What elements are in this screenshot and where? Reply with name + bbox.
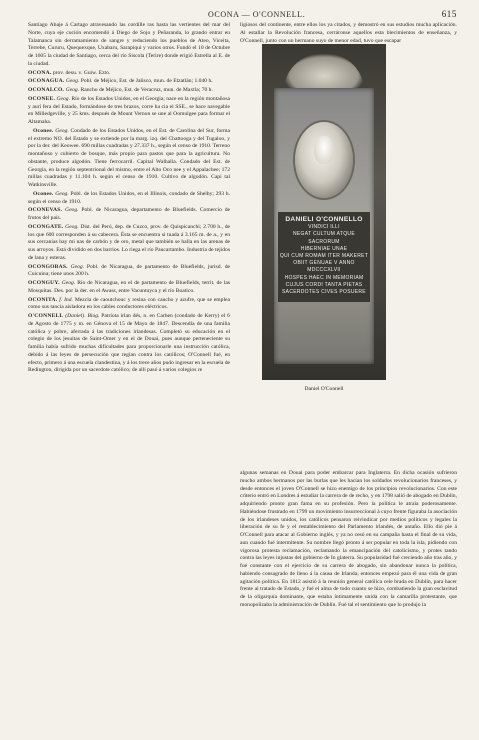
entry-label: Geog.	[56, 95, 70, 102]
entry-text: Dist. del Perú, dep. de Cuzco, prov. de Quispicanchi; 2.700 h., de los que 600 corresponden á su cabecera. Ésta se encuentra si tuada á 3.165 m. de a., y en sus cercanías hay mi nas de carbón y de oro, metal que también se halla en las arenas de sus arroyos. Está dividido en dos barrios. Lo riega el río Paucartambo. Industria de tejidos de lana y esteras.	[28, 223, 230, 261]
left-column	[28, 22, 230, 730]
dictionary-entry	[28, 297, 230, 313]
right-column-bottom	[240, 470, 457, 730]
entry-label: Geog.	[61, 280, 76, 286]
page-number: 615	[441, 9, 457, 19]
inscription-line: SACERDOTES CIVES POSUERE	[282, 289, 366, 296]
page-header	[28, 8, 457, 22]
dictionary-entry	[28, 70, 230, 78]
plaque-inscription	[278, 212, 370, 302]
inscription-line: HIBERNIAE UNAE	[300, 245, 348, 252]
entry-text: Mezcla de caoutchouc y resina con caucho y azufre, que se emplea como sus tancia aisladora en los cables conductores eléctricos.	[28, 296, 230, 311]
entry-headword: OCONEE.	[28, 95, 56, 102]
entry-label: (Daniel). Biog.	[65, 313, 100, 319]
dictionary-entry	[28, 313, 230, 375]
entry-label: Geog.	[65, 87, 80, 93]
inscription-line: CUJUS CORDI TANTA PIETAS	[285, 281, 363, 288]
entry-headword: Oconee.	[33, 127, 54, 134]
inscription-title: DANIELI O'CONNELLO	[285, 216, 363, 223]
dictionary-entry	[28, 78, 230, 86]
entry-label: Geog.	[55, 127, 69, 134]
entry-headword: O'CONNELL	[28, 313, 64, 319]
dictionary-entry	[28, 191, 230, 207]
entry-label: Geog.	[55, 190, 69, 197]
entry-headword: OCONEVAS.	[28, 207, 63, 214]
photo-caption: Daniel O'Connell	[304, 386, 344, 392]
entry-label: Geog.	[70, 263, 85, 270]
dictionary-entry	[28, 264, 230, 280]
entry-text: Rancho de Méjico, Est. de Veracruz, mun. de Maxtla; 70 h.	[79, 87, 213, 93]
inscription-line: VINDICI ILLI	[308, 224, 340, 231]
dictionary-entry	[28, 280, 230, 296]
entry-headword: Oconee.	[33, 190, 54, 197]
entry-headword: OCONGOBAS.	[28, 263, 68, 270]
paragraph: Santiago Abaje á Cartago atravesando las cordille ras hasta las vertientes del mar del Norte, cuya eje cución encomendó á Diego de Sojo y Peñaranda, lo grando entrar en Talamanca sin derramamiento de sangre y reduciendo los pueblos de Ateo, Viceita, Terrebe, Cururu, Quequexque, Uxabaru, Sarapiqui y varios otros. Fundó el 10 de Octubre de 1605 la ciudad de Santiago, cerca del río Siscola (Terire) donde erigió Estrella al E. de la ciudad.	[28, 22, 230, 67]
entry-text: Pobl. de Nicaragua, de partamento de Bluefields, jurisd. de Cuicuina; tiene unos 200 h.	[28, 263, 230, 278]
entry-headword: OCONA.	[28, 69, 52, 76]
dictionary-entry	[28, 128, 230, 190]
running-title: OCONA — O'CONNELL.	[208, 10, 306, 19]
portrait-plaque-photo	[262, 44, 386, 380]
entry-text: prov. desu. v. Guiw. Ezto.	[51, 69, 111, 76]
entry-headword: OCONGUY.	[28, 280, 60, 286]
inscription-line: HOSPES HAEC IN MEMORIAM	[284, 274, 364, 281]
entry-text: Patriota irlan dés, n. en Carhen (condado de Kerry) el 6 de Agosto de 1775 y m. en Génova el 15 de Mayo de 1847. Descendía de una familia católica y pobre, aferrada á las tradiciones irlandesas. Completó su educación en el colegio de los jesuitas de Saint-Omer y en el de Douai, pues aunque perteneciente su familia había sufrido muchas dificultades para proporcionarle una instrucción católica, debido á las leyes de persecución que regían contra los católicos; O'Connell fué, en efecto, primero á una escuela clandestina, y á los trece años pudo ingresar en la escuela de Redington, dirigida por un sacerdote católico; de allí pasó á varios colegios re	[28, 313, 230, 374]
portrait-face	[314, 136, 334, 164]
entry-label: Geog.	[65, 207, 79, 214]
entry-text: Pobl. de Nicaragua, departamento de Bluefields. Comercio de frutos del país.	[28, 207, 230, 221]
entry-text: Pobl. de Méjico, Est. de Jalisco, mun. de Etzatlán; 1.040 h.	[79, 78, 213, 85]
entry-headword: OCONITA.	[28, 296, 58, 303]
entry-text: Condado de los Estados Unidos, en el Est. de Carolina del Sur, forma el extremo NO. del Estado y se extiende por la marg. izq. del Chattooga y del Tugaloo, y por la der. del Keowee. 690 millas cuadradas y 27.337 h., según el censo de 1910. Terreno montañoso y cubierto de bosque, más propio para pastos que para la agricultura. No obstante, produce algodón. Tiene ferrocarril. Capital Walhalla. Condado del Est. de Georgia, en la región septentrional del mismo, entre el Alto Oco nee y el Appalachee; 172 millas cuadradas y 11.104 h. según el censo de 1910. Cultivo de algodón. Capi tal Watkinsville.	[28, 127, 230, 188]
text-columns	[28, 22, 457, 730]
inscription-line: NEGAT CULTUM ATQUE SACRORUM	[293, 231, 355, 245]
entry-headword: OCONAGUA.	[28, 78, 65, 85]
entry-headword: OCONGATE.	[28, 223, 64, 230]
entry-text: Pobl. de los Estados Unidos, en el Illinois, condado de Shelby; 293 h. según el censo de 1910.	[28, 190, 230, 205]
entry-label: f. Ind.	[59, 296, 73, 303]
entry-headword: OCONALCO.	[28, 87, 65, 93]
entry-label: Geog.	[65, 223, 79, 230]
entry-label: Geog.	[65, 78, 80, 85]
entry-text: Río de Nicaragua, en el de partamento de Bluefields, territ. de las Mosquitas. Des. por la der. en el Awass, entre Vacuntuyca y el río Boatico.	[28, 280, 230, 294]
entry-text: Río de los Estados Unidos, en el Georgia; nace en la región montañosa y aurí fera del Estado, formándose de tres brazos, corre ha cia el SSE., se hace navegable en Milledgeville, y 25 kms. después de Mount Vernon se une al Oomulgee para formar el Altamaha.	[28, 95, 230, 125]
paragraph: algunas semanas en Douai para poder embarcar para Inglaterra. En dicha ocasión sufrieron mucho ambos hermanos por las burlas que les hacían los soldados revolucionarios franceses, y desde entonces el joven O'Connell se hizo enemigo de los principios revolucionarios. Con este criterio entró en Londres á estudiar la carrera de de recho, y en 1798 salió de abogado en Dublín, adquiriendo pronto gran fama en su profesión. Pero la política le atraía poderosamente. Habiéndose frustrado en 1799 un movimiento insurreccional á cuyo frente figuraba la asociación de los irlandeses unidos, los católicos pensaron reivindicar por medios políticos y legales la liberación de su fe y el restablecimiento del Parlamento irlandés, de antaño. Ello dió pie á O'Connell para atacar al Gobierno inglés, y ya no cesó en su campaña hasta el final de su vida, aun cuando fué intermitente. Su nombre llegó pronto á ser popular en toda la isla, pidiendo con vigorosa protesta reclamación, reclamando la emancipación del catolicismo, y protes tando contra las leyes injustas del gobierno de In glaterra. Su popularidad fué creciendo año tras año, y fué constante con el ejercicio de su carrera de abogado, sin abandonar nunca la política, habiendo consagrado de lleno á la causa de Irlanda; entonces empezó para él una vida de gran agitación política. En 1812 asistió á la reunión general católica cele brada en Dublín, para hacer frente al tratado de Estado, y fué el alma de todo cuanto se hizo, combatiendo la gran esclavitud de la oligarquía dominante, que estaba íntimamente unida con la camarilla protestante, que monopolizaba la administración de Dublín. Fué tal el sentimiento que lo produjo la	[240, 470, 457, 608]
dictionary-entry	[28, 207, 230, 223]
bust-medallion	[295, 122, 353, 198]
paragraph: ligiosos del continente, entre ellos los ya citados, y demostró en sus estudios mucha aplicación. Al estallar la Revolución francesa, cerráronse aquellos esta blecimientos de enseñanza, y O'Connell, junto con un hermano suyo de menor edad, tuvo que escapar	[240, 22, 457, 44]
inscription-line: OBIIT GENUAE V ANNO MDCCCXLVII	[293, 260, 355, 274]
inscription-line: QUI CUM ROMAM ITER MAKERET	[279, 253, 369, 260]
dictionary-entry	[28, 96, 230, 127]
dictionary-entry	[28, 224, 230, 263]
dictionary-entry	[28, 87, 230, 95]
